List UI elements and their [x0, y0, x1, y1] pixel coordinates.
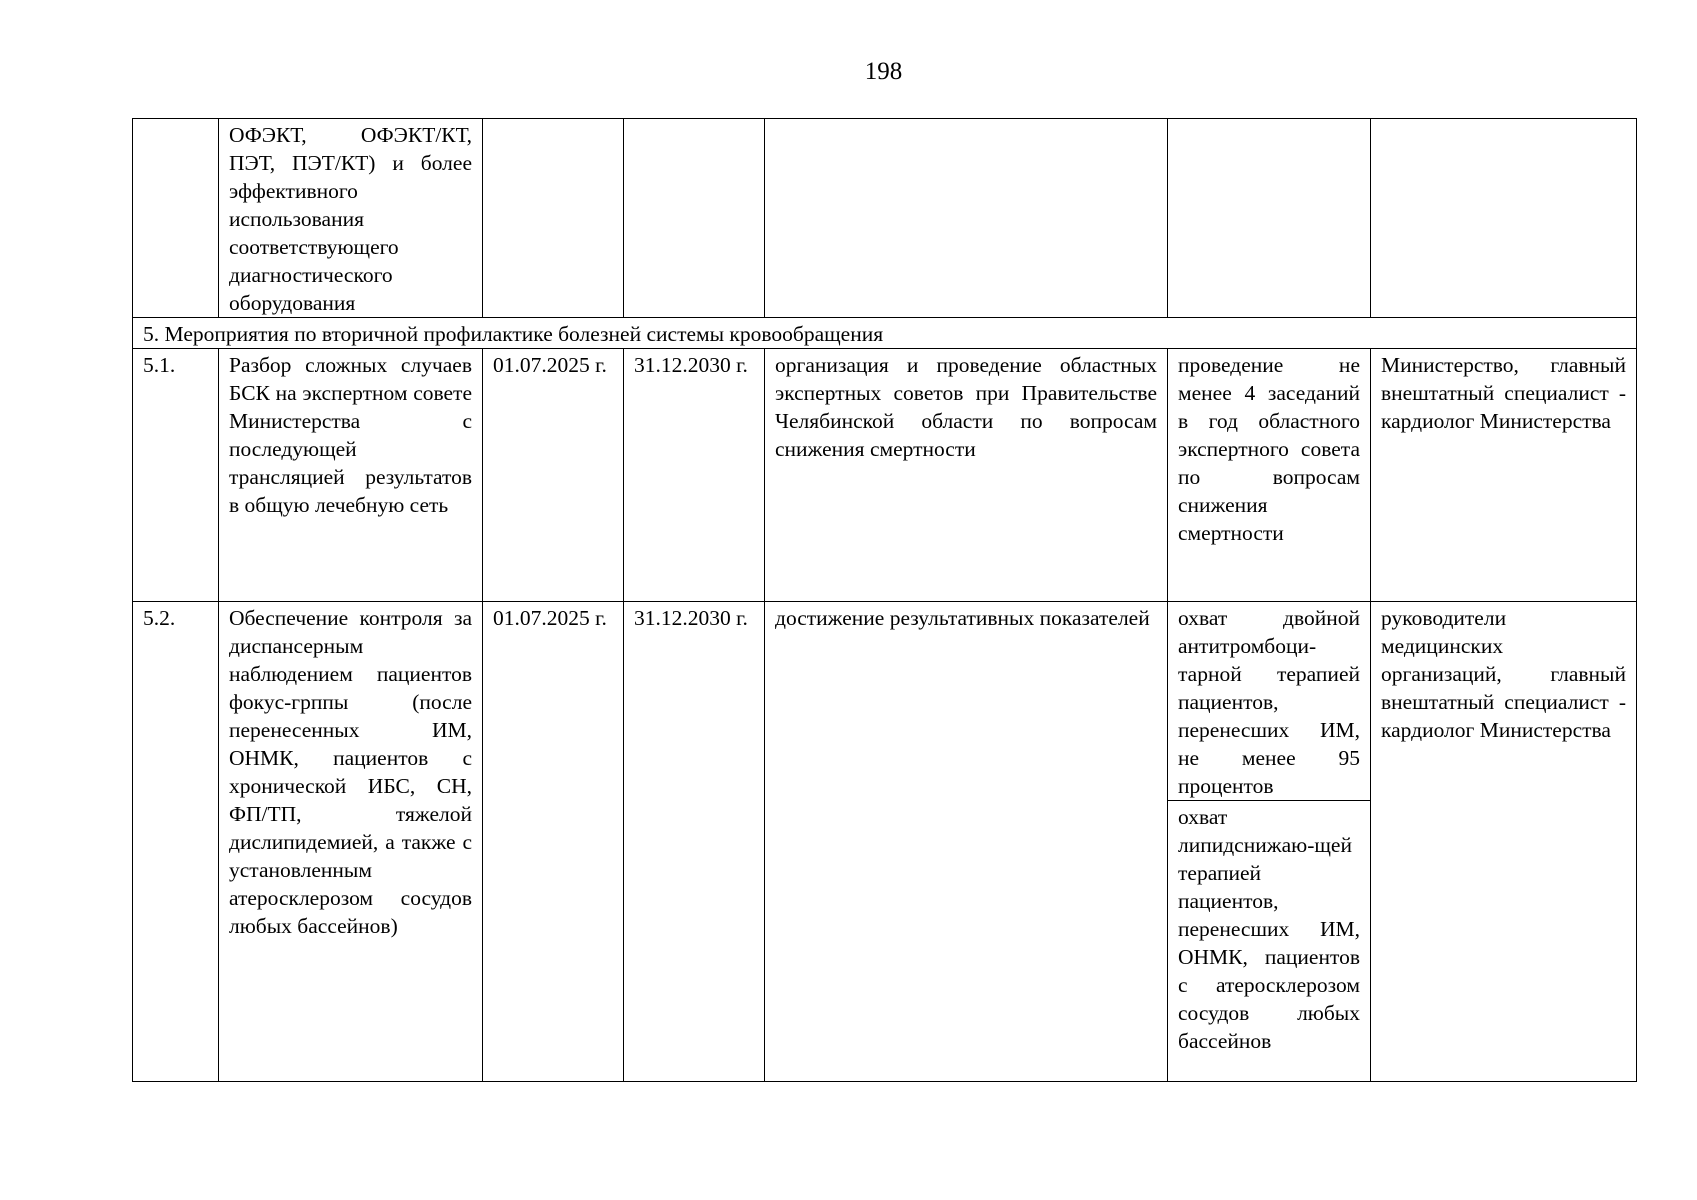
cell-measure: Обеспечение контроля за диспансерным наблюдением пациентов фокус-грппы (после перенесенных ИМ, ОНМК, пациентов с хронической ИБС, СН, ФП/ТП, тяжелой дислипидемией, а также с установленным атеросклерозом сосудов любых бассейнов) — [219, 602, 483, 1082]
section-header-row — [133, 318, 1637, 349]
cell-result: достижение результативных показателей — [765, 602, 1168, 1082]
section-title: 5. Мероприятия по вторичной профилактике болезней системы кровообращения — [133, 318, 1637, 349]
cell-responsible: Министерство, главный внештатный специалист - кардиолог Министерства — [1371, 349, 1637, 602]
cell-start-date: 01.07.2025 г. — [483, 349, 624, 602]
cell-result: организация и проведение областных экспертных советов при Правительстве Челябинской области по вопросам снижения смертности — [765, 349, 1168, 602]
cell-end-date: 31.12.2030 г. — [624, 349, 765, 602]
page-number: 198 — [864, 58, 903, 85]
cell-start-date: 01.07.2025 г. — [483, 602, 624, 1082]
table-row — [133, 349, 1637, 602]
cell-start-empty — [483, 119, 624, 318]
cell-indicator-2: охват липидснижаю-щей терапией пациентов, перенесших ИМ, ОНМК, пациентов с атеросклерозом сосудов любых бассейнов — [1168, 801, 1371, 1082]
cell-indicator-empty — [1168, 119, 1371, 318]
cell-measure-continuation: ОФЭКТ, ОФЭКТ/КТ, ПЭТ, ПЭТ/КТ) и более эффективного использования соответствующего диагностического оборудования — [219, 119, 483, 318]
cell-indicator-1: охват двойной антитромбоци-тарной терапией пациентов, перенесших ИМ, не менее 95 процентов — [1168, 602, 1371, 801]
cell-responsible: руководители медицинских организаций, главный внештатный специалист - кардиолог Министерства — [1371, 602, 1637, 1082]
cell-end-empty — [624, 119, 765, 318]
row-number: 5.2. — [133, 602, 219, 1082]
measures-table — [132, 118, 1637, 1082]
cell-num-empty — [133, 119, 219, 318]
cell-responsible-empty — [1371, 119, 1637, 318]
row-number: 5.1. — [133, 349, 219, 602]
cell-end-date: 31.12.2030 г. — [624, 602, 765, 1082]
cell-indicator: проведение не менее 4 заседаний в год областного экспертного совета по вопросам снижения смертности — [1168, 349, 1371, 602]
cell-result-empty — [765, 119, 1168, 318]
table-row-continuation — [133, 119, 1637, 318]
cell-measure: Разбор сложных случаев БСК на экспертном совете Министерства с последующей трансляцией результатов в общую лечебную сеть — [219, 349, 483, 602]
table-row — [133, 602, 1637, 801]
